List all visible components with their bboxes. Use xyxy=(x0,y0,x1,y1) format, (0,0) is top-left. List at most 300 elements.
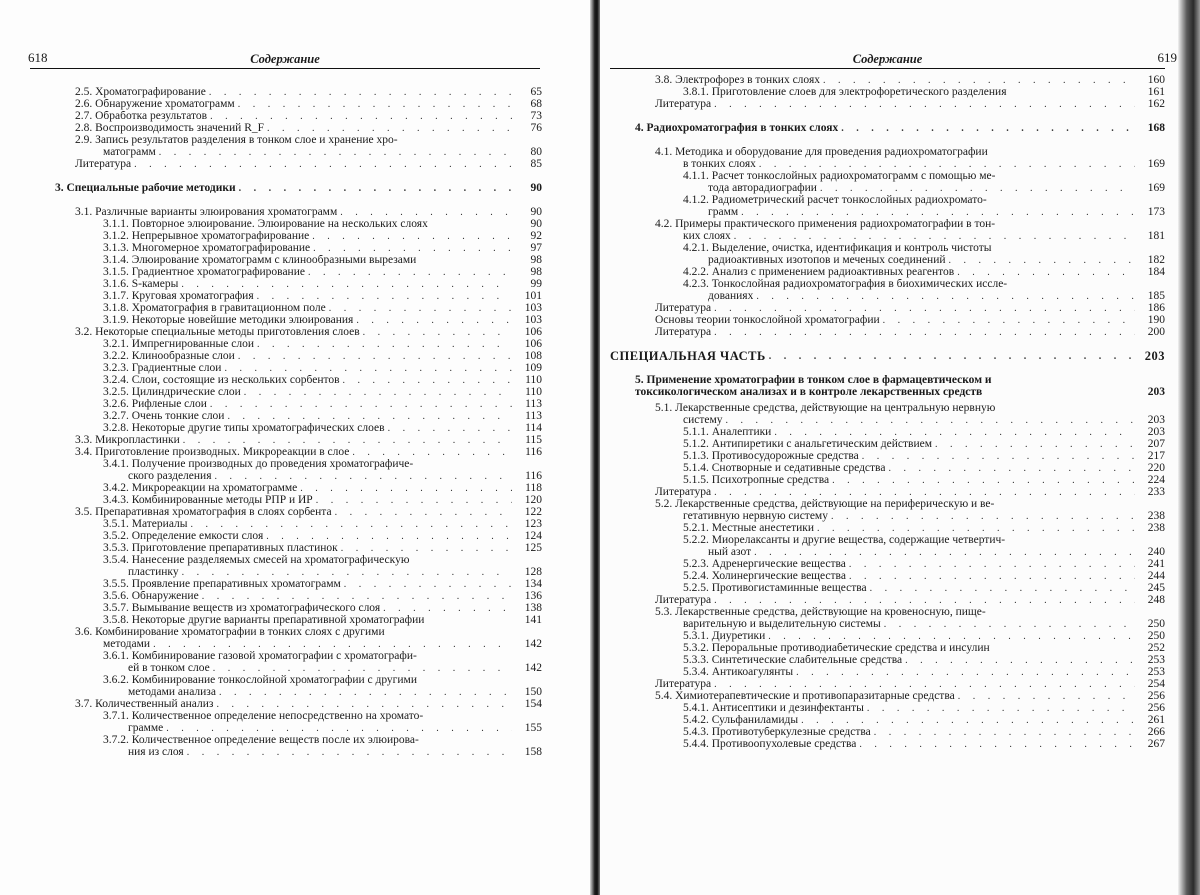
toc-entry-title: 3.4.1. Получение производных до проведения хроматографиче- xyxy=(103,459,414,470)
toc-entry-title: 3.1.6. S-камеры xyxy=(103,279,179,290)
leader-dots xyxy=(711,327,1135,338)
toc-entry-title: 2.9. Запись результатов разделения в тонком слое и хранение хро- xyxy=(75,135,398,146)
leader-dots xyxy=(753,291,1135,302)
leader-dots xyxy=(711,595,1135,606)
leader-dots xyxy=(313,495,512,506)
toc-entry xyxy=(610,314,1165,326)
toc-entry-page: 160 xyxy=(1147,74,1165,86)
toc-entry-title: в тонких слоях xyxy=(683,159,756,170)
toc-entry-page: 261 xyxy=(1147,714,1165,726)
toc-entry-title: 3.1.3. Многомерное хроматографирование xyxy=(103,243,311,254)
toc-entry xyxy=(610,218,1165,230)
toc-entry xyxy=(610,182,1165,194)
toc-entry xyxy=(610,462,1165,474)
toc-entry-page: 98 xyxy=(530,254,542,266)
toc-entry xyxy=(610,486,1165,498)
leader-dots xyxy=(210,663,512,674)
toc-entry-title: 5.2.5. Противогистаминные вещества xyxy=(683,583,867,594)
right-running-title: Содержание xyxy=(852,52,923,66)
toc-entry-page: 123 xyxy=(524,518,542,530)
toc-entry-page: 256 xyxy=(1147,702,1165,714)
toc-entry-title: 5.3.4. Антикоагулянты xyxy=(683,667,794,678)
toc-entry xyxy=(610,702,1165,714)
leader-dots xyxy=(221,363,512,374)
toc-entry xyxy=(30,722,542,734)
toc-entry-page: 106 xyxy=(524,338,542,350)
toc-entry-title: 4.1. Методика и оборудование для проведения радиохроматографии xyxy=(655,147,988,158)
toc-entry-page: 203 xyxy=(1147,414,1165,426)
toc-entry xyxy=(30,362,542,374)
toc-entry-title: 4. Радиохроматография в тонких слоях xyxy=(635,123,839,134)
toc-entry-title: 3.7. Количественный анализ xyxy=(75,699,214,710)
toc-entry-title: 3.5.3. Приготовление препаративных пластинок xyxy=(103,543,338,554)
toc-entry-page: 203 xyxy=(1147,386,1165,398)
toc-entry-page: 161 xyxy=(1147,86,1165,98)
toc-entry-title: 3.7.2. Количественное определение веществ после их элюирова- xyxy=(103,735,419,746)
toc-entry xyxy=(610,606,1165,618)
toc-entry-page: 141 xyxy=(524,614,542,626)
leader-dots xyxy=(150,639,512,650)
toc-entry-title: 3.5.6. Обнаружение xyxy=(103,591,199,602)
leader-dots xyxy=(846,571,1135,582)
toc-entry xyxy=(30,578,542,590)
toc-entry xyxy=(30,182,542,194)
leader-dots xyxy=(765,631,1135,642)
toc-entry-title: 3.2.5. Цилиндрические слои xyxy=(103,387,241,398)
toc-entry-page: 116 xyxy=(525,446,542,458)
toc-entry xyxy=(30,458,542,470)
toc-entry-title: 3.3. Микропластинки xyxy=(75,435,180,446)
toc-entry-page: 134 xyxy=(524,578,542,590)
toc-entry xyxy=(30,506,542,518)
toc-entry-page: 250 xyxy=(1147,630,1165,642)
toc-entry xyxy=(30,350,542,362)
toc-entry-page: 113 xyxy=(525,410,542,422)
toc-entry xyxy=(610,678,1165,690)
toc-entry-page: 253 xyxy=(1147,654,1165,666)
leader-dots xyxy=(349,447,512,458)
leader-dots xyxy=(838,123,1135,134)
leader-dots xyxy=(798,715,1135,726)
toc-entry-title: 3.4.3. Комбинированные методы РПР и ИР xyxy=(103,495,313,506)
leader-dots xyxy=(829,475,1135,486)
right-page-header xyxy=(610,50,1177,69)
toc-entry-title: грамм xyxy=(708,207,739,218)
toc-entry xyxy=(610,642,1165,654)
toc-entry-page: 103 xyxy=(524,302,542,314)
toc-entry-page: 65 xyxy=(530,86,542,98)
toc-entry-page: 73 xyxy=(530,110,542,122)
toc-entry xyxy=(30,734,542,746)
toc-entry-title: радиоактивных изотопов и меченых соединений xyxy=(708,255,946,266)
toc-entry-title: 3.8. Электрофорез в тонких слоях xyxy=(655,75,820,86)
toc-entry-page: 142 xyxy=(524,638,542,650)
leader-dots xyxy=(337,207,512,218)
toc-entry xyxy=(30,662,542,674)
toc-entry-title: тода авторадиографии xyxy=(708,183,817,194)
leader-dots xyxy=(932,439,1135,450)
toc-entry-title: 5.1.1. Аналептики xyxy=(683,427,772,438)
toc-entry xyxy=(30,122,542,134)
toc-entry-page: 256 xyxy=(1147,690,1165,702)
toc-entry xyxy=(610,302,1165,314)
toc-entry-page: 182 xyxy=(1147,254,1165,266)
toc-entry-title: ный азот xyxy=(708,547,752,558)
toc-entry-title: 3.1.4. Элюирование хроматограмм с клинообразными вырезами xyxy=(103,255,417,266)
leader-dots xyxy=(199,591,512,602)
toc-entry-page: 118 xyxy=(525,482,542,494)
toc-entry xyxy=(30,278,542,290)
toc-entry xyxy=(30,158,542,170)
right-page xyxy=(600,0,1200,895)
toc-entry xyxy=(610,206,1165,218)
leader-dots xyxy=(254,291,512,302)
toc-entry xyxy=(610,230,1165,242)
toc-entry-page: 120 xyxy=(524,494,542,506)
toc-entry-title: систему xyxy=(683,415,723,426)
leader-dots xyxy=(156,147,512,158)
leader-dots xyxy=(179,567,512,578)
toc-entry xyxy=(30,302,542,314)
toc-entry-title: пластинку xyxy=(128,567,179,578)
toc-entry-title: 3.2.2. Клинообразные слои xyxy=(103,351,235,362)
toc-entry-title: 3.5.2. Определение емкости слоя xyxy=(103,531,264,542)
toc-entry-page: 108 xyxy=(524,350,542,362)
toc-entry-title: ния из слоя xyxy=(128,747,184,758)
toc-entry-page: 169 xyxy=(1147,182,1165,194)
toc-entry-page: 155 xyxy=(524,722,542,734)
toc-entry-page: 110 xyxy=(525,386,542,398)
leader-dots xyxy=(828,511,1135,522)
toc-entry-title: 3.1.7. Круговая хроматография xyxy=(103,291,254,302)
toc-entry xyxy=(30,146,542,158)
toc-entry-title: 3. Специальные рабочие методики xyxy=(55,183,236,194)
toc-entry-page: 250 xyxy=(1147,618,1165,630)
toc-entry-page: 113 xyxy=(525,398,542,410)
toc-entry xyxy=(30,494,542,506)
toc-entry xyxy=(30,590,542,602)
toc-entry-page: 90 xyxy=(530,182,542,194)
toc-entry-page: 90 xyxy=(530,218,542,230)
toc-entry xyxy=(610,86,1165,98)
toc-entry-page: 185 xyxy=(1147,290,1165,302)
toc-entry-title: матограмм xyxy=(103,147,156,158)
toc-entry-page: 154 xyxy=(524,698,542,710)
toc-entry-title: гетативную нервную систему xyxy=(683,511,828,522)
toc-entry-title: 5.1.5. Психотропные средства xyxy=(683,475,830,486)
toc-entry-page: 97 xyxy=(530,242,542,254)
toc-entry-page: 109 xyxy=(524,362,542,374)
toc-entry xyxy=(30,410,542,422)
toc-entry xyxy=(610,386,1165,398)
right-toc-list xyxy=(610,74,1165,750)
toc-entry-title: 4.2.2. Анализ с применением радиоактивных реагентов xyxy=(683,267,955,278)
leader-dots xyxy=(297,483,512,494)
toc-entry xyxy=(30,698,542,710)
toc-entry xyxy=(30,482,542,494)
toc-entry xyxy=(610,558,1165,570)
toc-entry-title: 5.2. Лекарственные средства, действующие на периферическую и ве- xyxy=(655,499,995,510)
toc-entry-title: 4.1.1. Расчет тонкослойных радиохроматограмм с помощью ме- xyxy=(683,171,996,182)
toc-entry-title: 3.6. Комбинирование хроматографии в тонких слоях с другими xyxy=(75,627,385,638)
toc-entry-page: 238 xyxy=(1147,522,1165,534)
toc-entry-page: 244 xyxy=(1147,570,1165,582)
toc-entry-page: 103 xyxy=(524,314,542,326)
toc-entry xyxy=(610,618,1165,630)
toc-entry xyxy=(610,254,1165,266)
toc-entry-title: 2.8. Воспроизводимость значений R_F xyxy=(75,123,265,134)
toc-entry xyxy=(610,666,1165,678)
toc-entry-title: 5. Применение хроматографии в тонком слое в фармацевтическом и xyxy=(635,375,992,386)
toc-entry xyxy=(30,710,542,722)
toc-entry xyxy=(610,738,1165,750)
toc-entry-title: 5.4.1. Антисептики и дезинфектанты xyxy=(683,703,864,714)
toc-entry-page: 233 xyxy=(1147,486,1165,498)
toc-entry-page: 90 xyxy=(530,206,542,218)
toc-entry-title: 5.3. Лекарственные средства, действующие на кровеносную, пище- xyxy=(655,607,986,618)
toc-entry-page: 115 xyxy=(525,434,542,446)
toc-entry-page: 173 xyxy=(1147,206,1165,218)
toc-entry-title: ей в тонком слое xyxy=(128,663,210,674)
toc-entry-title: варительную и выделительную системы xyxy=(683,619,881,630)
leader-dots xyxy=(711,303,1135,314)
left-page-header xyxy=(30,50,540,69)
left-running-title: Содержание xyxy=(250,52,320,66)
toc-entry-title: 3.2.3. Градиентные слои xyxy=(103,363,222,374)
leader-dots xyxy=(380,603,512,614)
toc-entry-title: 5.4.4. Противоопухолевые средства xyxy=(683,739,857,750)
leader-dots xyxy=(224,411,512,422)
toc-entry xyxy=(610,450,1165,462)
toc-entry-page: 138 xyxy=(524,602,542,614)
leader-dots xyxy=(954,267,1135,278)
toc-entry xyxy=(30,290,542,302)
leader-dots xyxy=(241,387,512,398)
toc-entry xyxy=(610,690,1165,702)
toc-entry xyxy=(30,434,542,446)
leader-dots xyxy=(332,507,512,518)
toc-entry xyxy=(30,602,542,614)
leader-dots xyxy=(326,303,512,314)
toc-entry xyxy=(610,474,1165,486)
toc-entry xyxy=(610,654,1165,666)
toc-entry-page: 220 xyxy=(1147,462,1165,474)
toc-entry xyxy=(30,422,542,434)
toc-entry-title: 3.2.8. Некоторые другие типы хроматографических слоев xyxy=(103,423,385,434)
leader-dots xyxy=(340,375,512,386)
toc-entry-page: 267 xyxy=(1147,738,1165,750)
leader-dots xyxy=(180,435,512,446)
page-edge-shadow xyxy=(1178,0,1200,895)
toc-entry-page: 76 xyxy=(530,122,542,134)
toc-entry-title: 3.4.2. Микрореакции на хроматограмме xyxy=(103,483,298,494)
toc-entry xyxy=(30,134,542,146)
leader-dots xyxy=(881,619,1135,630)
leader-dots xyxy=(885,463,1135,474)
toc-entry xyxy=(610,438,1165,450)
leader-dots xyxy=(207,399,512,410)
toc-entry xyxy=(610,374,1165,386)
toc-entry xyxy=(610,266,1165,278)
toc-entry-title: 3.7.1. Количественное определение непосредственно на хромато- xyxy=(103,711,424,722)
toc-entry xyxy=(610,402,1165,414)
toc-entry xyxy=(30,554,542,566)
toc-entry xyxy=(30,398,542,410)
toc-entry xyxy=(30,98,542,110)
toc-entry-page: 203 xyxy=(1144,349,1165,363)
toc-entry-title: 3.1.9. Некоторые новейшие методики элюирования xyxy=(103,315,354,326)
toc-entry-title: 5.2.1. Местные анестетики xyxy=(683,523,815,534)
toc-entry-title: 3.6.2. Комбинирование тонкослойной хроматографии с другими xyxy=(103,675,417,686)
leader-dots xyxy=(385,423,512,434)
toc-entry-page: 68 xyxy=(530,98,542,110)
leader-dots xyxy=(771,427,1135,438)
toc-entry xyxy=(30,530,542,542)
toc-entry xyxy=(30,338,542,350)
toc-entry xyxy=(30,230,542,242)
toc-entry xyxy=(30,686,542,698)
toc-entry xyxy=(610,510,1165,522)
toc-entry-title: 3.5.4. Нанесение разделяемых смесей на хроматографическую xyxy=(103,555,410,566)
toc-entry-title: 5.3.3. Синтетические слабительные средства xyxy=(683,655,903,666)
leader-dots xyxy=(751,547,1135,558)
leader-dots xyxy=(341,579,512,590)
toc-entry xyxy=(30,86,542,98)
leader-dots xyxy=(846,559,1135,570)
toc-entry-title: 3.1.1. Повторное элюирование. Элюирование на нескольких слоях xyxy=(103,219,428,230)
leader-dots xyxy=(867,583,1135,594)
toc-entry-title: 5.3.2. Пероральные противодиабетические средства и инсулин xyxy=(683,643,990,654)
toc-entry xyxy=(30,638,542,650)
leader-dots xyxy=(711,679,1135,690)
toc-entry-title: 3.2. Некоторые специальные методы приготовления слоев xyxy=(75,327,360,338)
leader-dots xyxy=(338,543,512,554)
toc-entry xyxy=(30,518,542,530)
toc-entry xyxy=(610,74,1165,86)
toc-entry-title: дованиях xyxy=(708,291,754,302)
toc-entry-page: 116 xyxy=(525,470,542,482)
toc-entry-title: 5.2.2. Миорелаксанты и другие вещества, содержащие четвертич- xyxy=(683,535,1006,546)
toc-entry xyxy=(30,542,542,554)
leader-dots xyxy=(955,691,1135,702)
toc-entry xyxy=(610,290,1165,302)
leader-dots xyxy=(814,523,1135,534)
toc-entry-page: 92 xyxy=(530,230,542,242)
toc-entry xyxy=(30,386,542,398)
leader-dots xyxy=(213,699,512,710)
toc-entry-title: 5.2.4. Холинергические вещества xyxy=(683,571,846,582)
toc-entry-title: 3.8.1. Приготовление слоев для электрофоретического разделения xyxy=(683,87,1007,98)
toc-entry-title: 5.4. Химиотерапевтические и противопаразитарные средства xyxy=(655,691,955,702)
leader-dots xyxy=(723,415,1135,426)
toc-entry xyxy=(610,350,1165,362)
toc-entry-title: 3.6.1. Комбинирование газовой хроматографии с хроматографи- xyxy=(103,651,417,662)
toc-entry xyxy=(610,98,1165,110)
toc-entry-page: 238 xyxy=(1147,510,1165,522)
toc-entry-title: 3.2.4. Слои, состоящие из нескольких сорбентов xyxy=(103,375,340,386)
toc-entry-title: токсикологическом анализах и в контроле лекарственных средств xyxy=(635,387,983,398)
toc-entry-title: методами xyxy=(103,639,151,650)
left-toc-list xyxy=(30,86,542,758)
toc-entry xyxy=(30,206,542,218)
leader-dots xyxy=(212,471,513,482)
toc-entry xyxy=(610,242,1165,254)
toc-entry-page: 122 xyxy=(524,506,542,518)
toc-entry-page: 217 xyxy=(1147,450,1165,462)
leader-dots xyxy=(880,315,1135,326)
toc-entry xyxy=(610,546,1165,558)
toc-entry-title: 3.1.2. Непрерывное хроматографирование xyxy=(103,231,310,242)
leader-dots xyxy=(711,99,1135,110)
toc-entry xyxy=(30,374,542,386)
toc-entry-page: 245 xyxy=(1147,582,1165,594)
toc-entry xyxy=(30,674,542,686)
toc-entry-title: Литература xyxy=(75,159,132,170)
toc-entry-title: ского разделения xyxy=(128,471,212,482)
toc-entry-title: 4.1.2. Радиометрический расчет тонкослойных радиохромато- xyxy=(683,195,987,206)
toc-entry-page: 128 xyxy=(524,566,542,578)
toc-entry xyxy=(30,242,542,254)
toc-entry-title: 3.2.7. Очень тонкие слои xyxy=(103,411,225,422)
toc-entry-page: 207 xyxy=(1147,438,1165,450)
toc-entry-title: 3.1.8. Хроматография в гравитационном поле xyxy=(103,303,326,314)
toc-entry-title: СПЕЦИАЛЬНАЯ ЧАСТЬ xyxy=(610,351,766,362)
toc-entry xyxy=(30,614,542,626)
leader-dots xyxy=(235,351,512,362)
toc-entry-title: 4.2.3. Тонкослойная радиохроматография в биохимических иссле- xyxy=(683,279,1008,290)
leader-dots xyxy=(946,255,1135,266)
toc-entry-title: 5.1.4. Снотворные и седативные средства xyxy=(683,463,886,474)
toc-entry xyxy=(30,266,542,278)
leader-dots xyxy=(864,703,1135,714)
toc-entry-title: 5.4.2. Сульфаниламиды xyxy=(683,715,799,726)
left-page xyxy=(0,0,590,895)
toc-entry-page: 240 xyxy=(1147,546,1165,558)
toc-entry xyxy=(30,566,542,578)
toc-entry-title: 2.7. Обработка результатов xyxy=(75,111,208,122)
leader-dots xyxy=(184,747,512,758)
toc-entry-title: Литература xyxy=(655,303,712,314)
toc-entry-page: 190 xyxy=(1147,314,1165,326)
toc-entry xyxy=(30,326,542,338)
toc-entry-title: 3.5.1. Материалы xyxy=(103,519,188,530)
toc-entry xyxy=(610,414,1165,426)
leader-dots xyxy=(856,739,1135,750)
toc-entry xyxy=(30,218,542,230)
toc-entry-page: 101 xyxy=(524,290,542,302)
toc-entry-title: 5.1.3. Противосудорожные средства xyxy=(683,451,859,462)
toc-entry-title: 2.5. Хроматографирование xyxy=(75,87,206,98)
toc-entry-page: 114 xyxy=(525,422,542,434)
toc-entry-title: 5.1. Лекарственные средства, действующие на центральную нервную xyxy=(655,403,996,414)
leader-dots xyxy=(263,531,512,542)
toc-entry-page: 266 xyxy=(1147,726,1165,738)
toc-entry-page: 162 xyxy=(1147,98,1165,110)
toc-entry xyxy=(610,726,1165,738)
toc-entry-page: 150 xyxy=(524,686,542,698)
toc-entry-title: 3.5.7. Вымывание веществ из хроматографического слоя xyxy=(103,603,381,614)
toc-entry xyxy=(610,714,1165,726)
toc-entry-page: 254 xyxy=(1147,678,1165,690)
toc-entry-title: 5.2.3. Адренергические вещества xyxy=(683,559,846,570)
toc-entry xyxy=(610,582,1165,594)
toc-entry-title: 3.4. Приготовление производных. Микрореакции в слое xyxy=(75,447,350,458)
toc-entry-page: 241 xyxy=(1147,558,1165,570)
toc-entry xyxy=(610,326,1165,338)
toc-entry-page: 181 xyxy=(1147,230,1165,242)
leader-dots xyxy=(817,183,1135,194)
toc-entry-title: Литература xyxy=(655,679,712,690)
